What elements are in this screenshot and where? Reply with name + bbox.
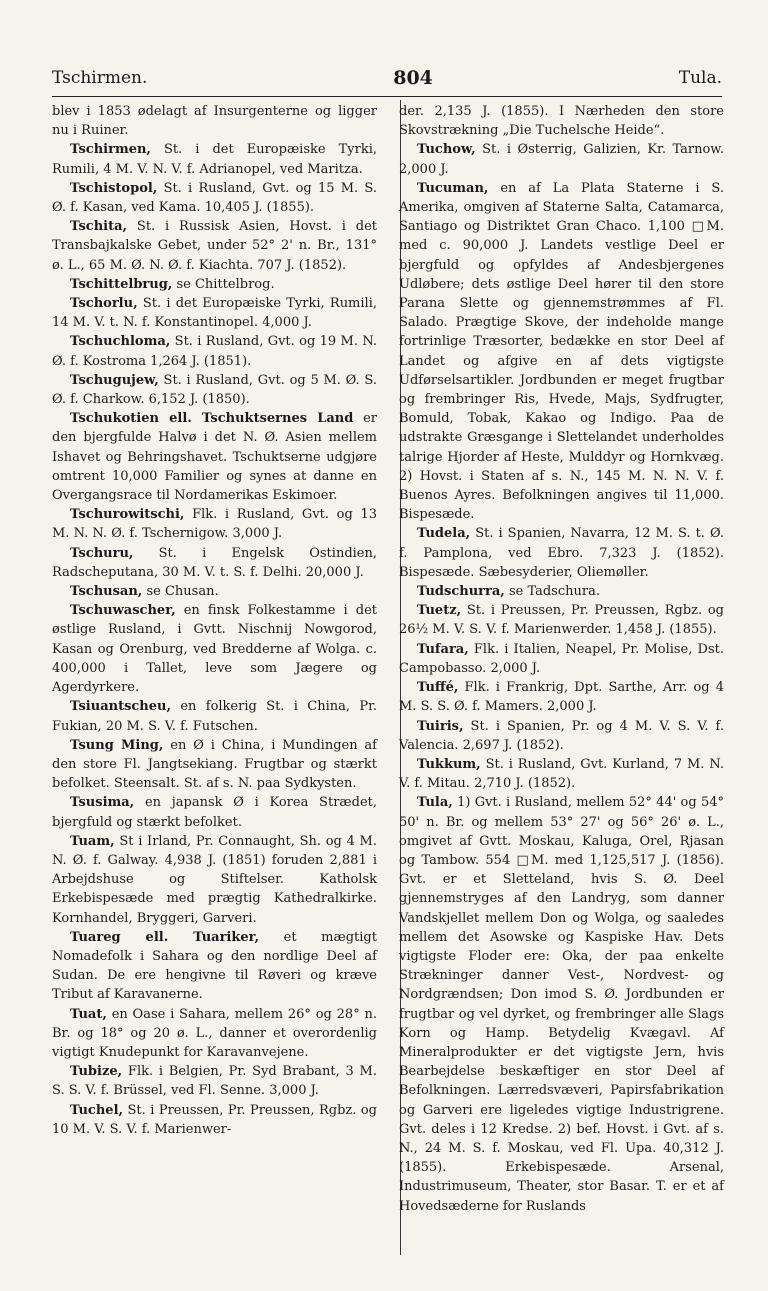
dictionary-entry: [399, 582, 724, 601]
entry-headword: Tufara,: [417, 641, 469, 657]
dictionary-entry: [52, 1062, 377, 1100]
entry-headword: Tuam,: [70, 833, 115, 849]
entry-headword: Tuchel,: [70, 1102, 124, 1118]
dictionary-entry: [52, 601, 377, 697]
entry-headword: Tula,: [417, 795, 453, 811]
entry-headword: Tuetz,: [417, 603, 462, 619]
entry-text: St. i Rusland, Gvt. og 5 M. Ø. S. Ø. f. Charkow. 6,152 J. (1850).: [52, 372, 377, 408]
entry-text: et mægtigt Nomadefolk i Sahara og den nordlige Deel af Sudan. De ere hengivne til Røveri og kræve Tribut af Karavanerne.: [52, 929, 377, 1003]
header-rule: [52, 96, 722, 97]
dictionary-entry: [399, 601, 724, 639]
entry-text: St. i det Europæiske Tyrki, Rumili, 4 M. V. N. V. f. Adrianopel, ved Maritza.: [52, 142, 377, 177]
dictionary-entry: [399, 140, 724, 178]
entry-text: en japansk Ø i Korea Strædet, bjergfuld og stærkt befolket.: [52, 795, 377, 830]
entry-headword: Tsusima,: [70, 795, 135, 811]
dictionary-entry: [399, 640, 724, 678]
entry-text: der. 2,135 J. (1855). I Nærheden den store Skovstrækning „Die Tuchelsche Heide“.: [399, 104, 724, 139]
header-left-word: Tschirmen.: [52, 68, 148, 88]
dictionary-entry: [52, 275, 377, 294]
entry-text: en finsk Folkestamme i det østlige Rusland, i Gvtt. Nischnij Nowgorod, Kasan og Orenburg, ved Bredderne af Wolga. c. 400,000 i Tallet, leve som Jægere og Agerdyrkere.: [52, 603, 377, 696]
entry-headword: Tukkum,: [417, 756, 481, 772]
dictionary-entry: [52, 928, 377, 1005]
entry-headword: Tschurowitschi,: [70, 507, 185, 523]
entry-text: se Tadschura.: [508, 584, 600, 600]
dictionary-entry: [52, 505, 377, 543]
entry-text: St. i Preussen, Pr. Preussen, Rgbz. og 26½ M. V. S. V. f. Marienwerder. 1,458 J. (1855).: [399, 603, 724, 638]
entry-headword: Tudela,: [417, 526, 471, 542]
dictionary-entry: [52, 140, 377, 178]
dictionary-entry: [52, 582, 377, 601]
entry-text: St. i Engelsk Ostindien, Radscheputana, 30 M. V. t. S. f. Delhi. 20,000 J.: [52, 545, 377, 580]
entry-text: St. i Rusland, Gvt. Kurland, 7 M. N. V. f. Mitau. 2,710 J. (1852).: [399, 756, 724, 792]
entry-headword: Tschukotien ell. Tschuktsernes Land: [70, 411, 354, 427]
dictionary-entry: [52, 371, 377, 409]
entry-headword: Tsiuantscheu,: [70, 699, 172, 715]
page-number: 804: [393, 67, 433, 89]
entry-text: blev i 1853 ødelagt af Insurgenterne og ligger nu i Ruiner.: [52, 104, 377, 139]
dictionary-entry: [52, 1005, 377, 1063]
entry-headword: Tschirmen,: [70, 142, 151, 158]
entry-headword: Tschorlu,: [70, 296, 138, 312]
entry-text: en Ø i China, i Mundingen af den store Fl. Jangtsekiang. Frugtbar og stærkt befolket. Steensalt. St. af s. N. paa Sydkysten.: [52, 737, 377, 792]
dictionary-entry: [399, 793, 724, 1215]
dictionary-entry: [399, 102, 724, 140]
right-column: [399, 102, 724, 1216]
entry-text: en af La Plata Staterne i S. Amerika, omgiven af Staterne Salta, Catamarca, Santiago og Distriktet Gran Chaco. 1,100 □M. med c. 90,000 J. Landets vestlige Deel er bjergfuld og opfyldes af Andesbjergenes Udløbere; dets østlige Deel hører til den store Parana Slette og gjennemstrømmes af Fl. Salado. Prægtige Skove, der indeholde mange fortrinlige Træsorter, bedække en stor Deel af Landet og afgive en af dets vigtigste Udførselsartikler. Jordbunden er meget frugtbar og frembringer Ris, Hvede, Majs, Sydfrugter, Bomuld, Tobak, Kakao og Indigo. Paa de udstrakte Græsgange i Slettelandet underholdes talrige Hjorder af Heste, Mulddyr og Hornkvæg. 2) Hovst. i Staten af s. N., 145 M. N. N. V. f. Buenos Ayres. Befolkningen angives til 11,000. Bispesæde.: [399, 180, 724, 523]
entry-headword: Tschuwascher,: [70, 603, 176, 619]
dictionary-entry: [399, 717, 724, 755]
entry-headword: Tschugujew,: [70, 372, 159, 388]
entry-headword: Tschusan,: [70, 584, 143, 600]
entry-text: 1) Gvt. i Rusland, mellem 52° 44' og 54° 50' n. Br. og mellem 53° 27' og 56° 26' ø. L., omgivet af Gvtt. Moskau, Kaluga, Orel, Rjasan og Tambow. 554 □M. med 1,125,517 J. (1856). Gvt. er et Sletteland, hvis S. Ø. Deel gjennemstryges af den Landryg, som danner Vandskjellet mellem Don og Wolga, og saaledes mellem det Asowske og Kaspiske Hav. Dets vigtigste Floder ere: Oka, der paa enkelte Strækninger danner Vest-, Nordvest- og Nordgrændsen; Don imod S. Ø. Jordbunden er frugtbar og vel dyrket, og frembringer alle Slags Korn og Hamp. Betydelig Kvægavl. Af Mineralprodukter er det vigtigste Jern, hvis Bearbejdelse beskæftiger en stor Deel af Befolkningen. Lærredsvæveri, Papirsfabrikation og Garveri ere ligeledes vigtige Industrigrene. Gvt. deles i 12 Kredse. 2) bef. Hovst. i Gvt. af s. N., 24 M. S. f. Moskau, ved Fl. Upa. 40,312 J. (1855). Erkebispesæde. Arsenal, Industrimuseum, Theater, stor Basar. T. er et af Hovedsæderne for Ruslands: [399, 795, 724, 1214]
entry-headword: Tubize,: [70, 1064, 123, 1080]
entry-text: se Chittelbrog.: [176, 276, 275, 292]
entry-headword: Tuiris,: [417, 718, 464, 734]
entry-headword: Tschistopol,: [70, 180, 158, 196]
entry-headword: Tudschurra,: [417, 584, 505, 600]
dictionary-entry: [52, 332, 377, 370]
dictionary-entry: [399, 755, 724, 793]
entry-text: St. i Østerrig, Galizien, Kr. Tarnow. 2,000 J.: [399, 142, 724, 177]
entry-headword: Tschuchloma,: [70, 334, 171, 350]
entry-headword: Tuareg ell. Tuariker,: [70, 929, 260, 945]
entry-text: Flk. i Frankrig, Dpt. Sarthe, Arr. og 4 M. S. S. Ø. f. Mamers. 2,000 J.: [399, 680, 724, 715]
dictionary-entry: [52, 697, 377, 735]
entry-headword: Tucuman,: [417, 180, 489, 196]
left-column: [52, 102, 377, 1216]
dictionary-entry: [52, 544, 377, 582]
entry-text: St. i Russisk Asien, Hovst. i det Transbajkalske Gebet, under 52° 2' n. Br., 131° ø. L., 65 M. Ø. N. Ø. f. Kiachta. 707 J. (1852).: [52, 219, 377, 273]
dictionary-entry: [399, 524, 724, 582]
entry-headword: Tschita,: [70, 219, 128, 235]
entry-text: St. i Rusland, Gvt. og 15 M. S. Ø. f. Kasan, ved Kama. 10,405 J. (1855).: [52, 180, 377, 216]
entry-text: er den bjergfulde Halvø i det N. Ø. Asien mellem Ishavet og Behringshavet. Tschuktserne udgjøre omtrent 10,000 Familier og synes at danne en Overgangsrace til Nordamerikas Eskimoer.: [52, 411, 377, 504]
dictionary-entry: [399, 179, 724, 525]
dictionary-entry: [52, 102, 377, 140]
entry-headword: Tuchow,: [417, 142, 476, 158]
entry-headword: Tsung Ming,: [70, 737, 164, 753]
page-header: [52, 62, 722, 94]
entry-text: St. i det Europæiske Tyrki, Rumili, 14 M. V. t. N. f. Konstantinopel. 4,000 J.: [52, 296, 377, 331]
entry-text: St. i Preussen, Pr. Preussen, Rgbz. og 10 M. V. S. V. f. Marienwer-: [52, 1102, 377, 1137]
entry-text: Flk. i Belgien, Pr. Syd Brabant, 3 M. S. S. V. f. Brüssel, ved Fl. Senne. 3,000 J.: [52, 1064, 378, 1099]
header-right-word: Tula.: [678, 68, 722, 88]
entry-text: Flk. i Rusland, Gvt. og 13 M. N. N. Ø. f. Tschernigow. 3,000 J.: [52, 507, 377, 542]
dictionary-entry: [52, 294, 377, 332]
entry-text: St. i Spanien, Pr. og 4 M. V. S. V. f. Valencia. 2,697 J. (1852).: [399, 718, 724, 753]
dictionary-entry: [52, 217, 377, 275]
entry-text: se Chusan.: [146, 584, 219, 600]
entry-text: St i Irland, Pr. Connaught, Sh. og 4 M. N. Ø. f. Galway. 4,938 J. (1851) foruden 2,881 i Arbejdshuse og Stiftelser. Katholsk Erkebispesæde med prægtig Kathedralkirke. Kornhandel, Bryggeri, Garveri.: [52, 833, 378, 926]
dictionary-entry: [52, 1101, 377, 1139]
entry-text: St. i Spanien, Navarra, 12 M. S. t. Ø. f. Pamplona, ved Ebro. 7,323 J. (1852). Bispesæde. Sæbesyderier, Oliemøller.: [399, 526, 724, 580]
entry-headword: Tschuru,: [70, 545, 134, 561]
entry-text: en Oase i Sahara, mellem 26° og 28° n. Br. og 18° og 20 ø. L., danner et overordenlig vigtigt Knudepunkt for Karavanvejene.: [52, 1006, 377, 1060]
entry-headword: Tschittelbrug,: [70, 276, 173, 292]
text-columns: [52, 102, 724, 1216]
dictionary-entry: [52, 832, 377, 928]
dictionary-entry: [52, 179, 377, 217]
entry-text: St. i Rusland, Gvt. og 19 M. N. Ø. f. Kostroma 1,264 J. (1851).: [52, 334, 377, 369]
dictionary-entry: [52, 409, 377, 505]
entry-text: Flk. i Italien, Neapel, Pr. Molise, Dst. Campobasso. 2,000 J.: [399, 641, 724, 676]
entry-headword: Tuffé,: [417, 680, 459, 696]
dictionary-entry: [52, 736, 377, 794]
entry-headword: Tuat,: [70, 1006, 107, 1022]
dictionary-entry: [399, 678, 724, 716]
entry-text: en folkerig St. i China, Pr. Fukian, 20 M. S. V. f. Futschen.: [52, 699, 377, 734]
dictionary-entry: [52, 793, 377, 831]
